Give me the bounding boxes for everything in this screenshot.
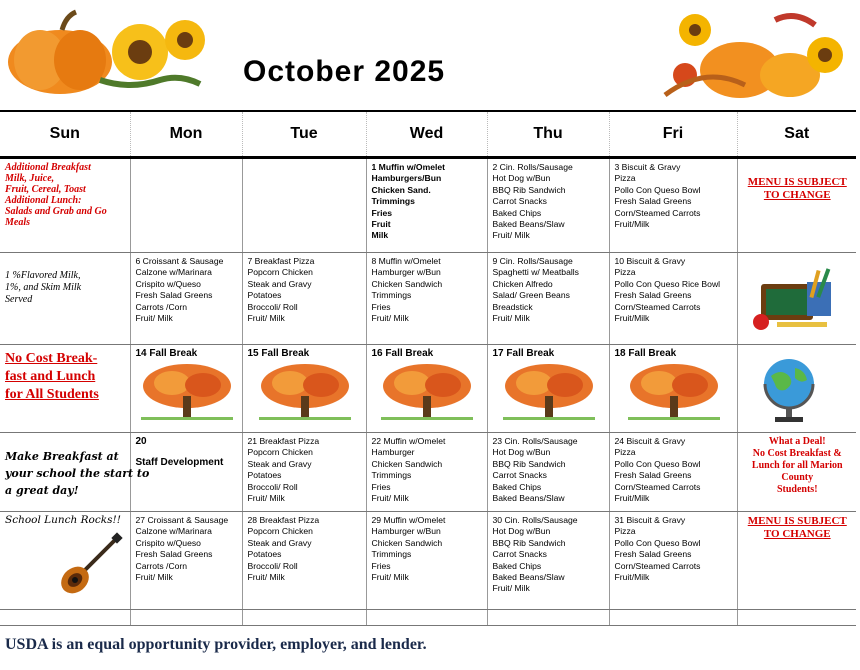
day-cell [609, 610, 737, 626]
menu-list: 24 Biscuit & Gravy Pizza Pollo Con Queso Bowl Fresh Salad Greens Corn/Steamed Carrots Fruit/Milk [614, 436, 701, 504]
day-cell [609, 345, 737, 433]
day-cell [487, 158, 609, 253]
day-cell [242, 158, 366, 253]
week-row [0, 253, 856, 345]
day-cell [487, 345, 609, 433]
day-cell [366, 253, 487, 345]
day-cell [0, 345, 130, 433]
day-cell [366, 610, 487, 626]
school-supplies-icon [747, 262, 847, 337]
usda-statement: USDA is an equal opportunity provider, employer, and lender. [5, 636, 427, 653]
menu-list: 2 Cin. Rolls/Sausage Hot Dog w/Bun BBQ Rib Sandwich Carrot Snacks Baked Chips Baked Beans/Slaw Fruit/ Milk [492, 162, 573, 241]
day-cell [737, 253, 856, 345]
day-cell [366, 345, 487, 433]
menu-list: 8 Muffin w/Omelet Hamburger w/Bun Chicken Sandwich Trimmings Fries Fruit/ Milk [371, 256, 443, 324]
fall-tree-icon [137, 361, 237, 423]
week-row [0, 345, 856, 433]
breakfast-slogan: Make Breakfast at your school the start to a great day! [5, 450, 150, 497]
day-cell [737, 610, 856, 626]
week-row [0, 158, 856, 253]
day-cell [242, 253, 366, 345]
day-cell [366, 158, 487, 253]
menu-list: 9 Cin. Rolls/Sausage Spaghetti w/ Meatballs Chicken Alfredo Salad/ Green Beans Breadstick Fruit/ Milk [492, 256, 579, 324]
fall-tree-icon [624, 361, 724, 423]
menu-list: 21 Breakfast Pizza Popcorn Chicken Steak and Gravy Potatoes Broccoli/ Roll Fruit/ Milk [247, 436, 320, 504]
fall-break-label: 18 Fall Break [614, 348, 677, 359]
globe-icon [757, 354, 827, 426]
week-row [0, 433, 856, 512]
weekday-header: Wed [366, 111, 487, 158]
day-cell [130, 512, 242, 610]
day-cell [737, 345, 856, 433]
day-cell [0, 253, 130, 345]
menu-subject-to-change-note: MENU IS SUBJECT TO CHANGE [747, 176, 847, 201]
calendar-header [0, 0, 860, 112]
fall-break-label: 16 Fall Break [371, 348, 434, 359]
day-cell [242, 345, 366, 433]
menu-list: 28 Breakfast Pizza Popcorn Chicken Steak and Gravy Potatoes Broccoli/ Roll Fruit/ Milk [247, 515, 320, 583]
day-cell [0, 158, 130, 253]
day-cell [0, 610, 130, 626]
week-row [0, 512, 856, 610]
day-cell [487, 512, 609, 610]
what-a-deal-note: What a Deal! No Cost Breakfast & Lunch for all Marion County Students! [751, 436, 843, 495]
day-cell [737, 433, 856, 512]
day-cell [130, 345, 242, 433]
menu-list: 30 Cin. Rolls/Sausage Hot Dog w/Bun BBQ Rib Sandwich Carrot Snacks Baked Chips Baked Beans/Slaw Fruit/ Milk [492, 515, 578, 594]
weekday-header: Mon [130, 111, 242, 158]
additional-meals-note: Additional Breakfast Milk, Juice, Fruit, Cereal, Toast Additional Lunch: Salads and Grab and Go Meals [5, 162, 107, 228]
day-cell [130, 610, 242, 626]
fall-tree-icon [499, 361, 599, 423]
menu-subject-to-change-note: MENU IS SUBJECT TO CHANGE [747, 515, 847, 540]
milk-note: 1 %Flavored Milk, 1%, and Skim Milk Served [5, 270, 82, 305]
menu-list: 6 Croissant & Sausage Calzone w/Marinara Crispito w/Queso Fresh Salad Greens Carrots /Corn Fruit/ Milk [135, 256, 224, 324]
day-cell [487, 253, 609, 345]
day-cell [609, 253, 737, 345]
autumn-pumpkin-bouquet-icon [655, 0, 855, 110]
school-lunch-rocks-note: School Lunch Rocks!! [5, 514, 121, 526]
menu-list: 1 Muffin w/Omelet Hamburgers/Bun Chicken Sand. Trimmings Fries Fruit Milk [371, 162, 446, 241]
weekday-header: Sat [737, 111, 856, 158]
menu-list: 22 Muffin w/Omelet Hamburger Chicken Sandwich Trimmings Fries Fruit/ Milk [371, 436, 446, 504]
weekday-header: Tue [242, 111, 366, 158]
pumpkin-sunflower-icon [0, 0, 225, 100]
week-row [0, 610, 856, 626]
weekday-header: Sun [0, 111, 130, 158]
page-title: October 2025 [243, 55, 446, 88]
day-cell [366, 433, 487, 512]
staff-development-label: Staff Development [135, 457, 224, 469]
menu-list: 29 Muffin w/Omelet Hamburger w/Bun Chicken Sandwich Trimmings Fries Fruit/ Milk [371, 515, 446, 583]
day-cell [609, 512, 737, 610]
day-cell [242, 433, 366, 512]
fall-tree-icon [255, 361, 355, 423]
no-cost-meals-note: No Cost Break- fast and Lunch for All Students [5, 351, 99, 402]
day-cell [487, 610, 609, 626]
day-cell [487, 433, 609, 512]
menu-list: 3 Biscuit & Gravy Pizza Pollo Con Queso Bowl Fresh Salad Greens Corn/Steamed Carrots Fruit/Milk [614, 162, 701, 230]
menu-list: 23 Cin. Rolls/Sausage Hot Dog w/Bun BBQ Rib Sandwich Carrot Snacks Baked Chips Baked Beans/Slaw [492, 436, 578, 504]
day-cell [609, 433, 737, 512]
menu-list: 31 Biscuit & Gravy Pizza Pollo Con Queso Bowl Fresh Salad Greens Corn/Steamed Carrots Fruit/Milk [614, 515, 701, 583]
day-cell [130, 158, 242, 253]
fall-tree-icon [377, 361, 477, 423]
weekday-header: Thu [487, 111, 609, 158]
fall-break-label: 15 Fall Break [247, 348, 310, 359]
day-number: 20 [135, 436, 147, 447]
calendar-grid [0, 110, 856, 626]
weekday-header-row [0, 111, 856, 158]
weekday-header: Fri [609, 111, 737, 158]
fall-break-label: 17 Fall Break [492, 348, 555, 359]
guitar-icon [55, 532, 125, 598]
day-cell [737, 512, 856, 610]
menu-list: 27 Croissant & Sausage Calzone w/Marinara Crispito w/Queso Fresh Salad Greens Carrots /Corn Fruit/ Milk [135, 515, 229, 583]
day-cell [242, 610, 366, 626]
day-cell [242, 512, 366, 610]
day-cell [130, 253, 242, 345]
fall-break-label: 14 Fall Break [135, 348, 198, 359]
menu-list: 7 Breakfast Pizza Popcorn Chicken Steak and Gravy Potatoes Broccoli/ Roll Fruit/ Milk [247, 256, 315, 324]
day-cell [609, 158, 737, 253]
day-cell [0, 512, 130, 610]
menu-list: 10 Biscuit & Gravy Pizza Pollo Con Queso Rice Bowl Fresh Salad Greens Corn/Steamed Carrots Fruit/Milk [614, 256, 721, 324]
day-cell [737, 158, 856, 253]
day-cell [366, 512, 487, 610]
